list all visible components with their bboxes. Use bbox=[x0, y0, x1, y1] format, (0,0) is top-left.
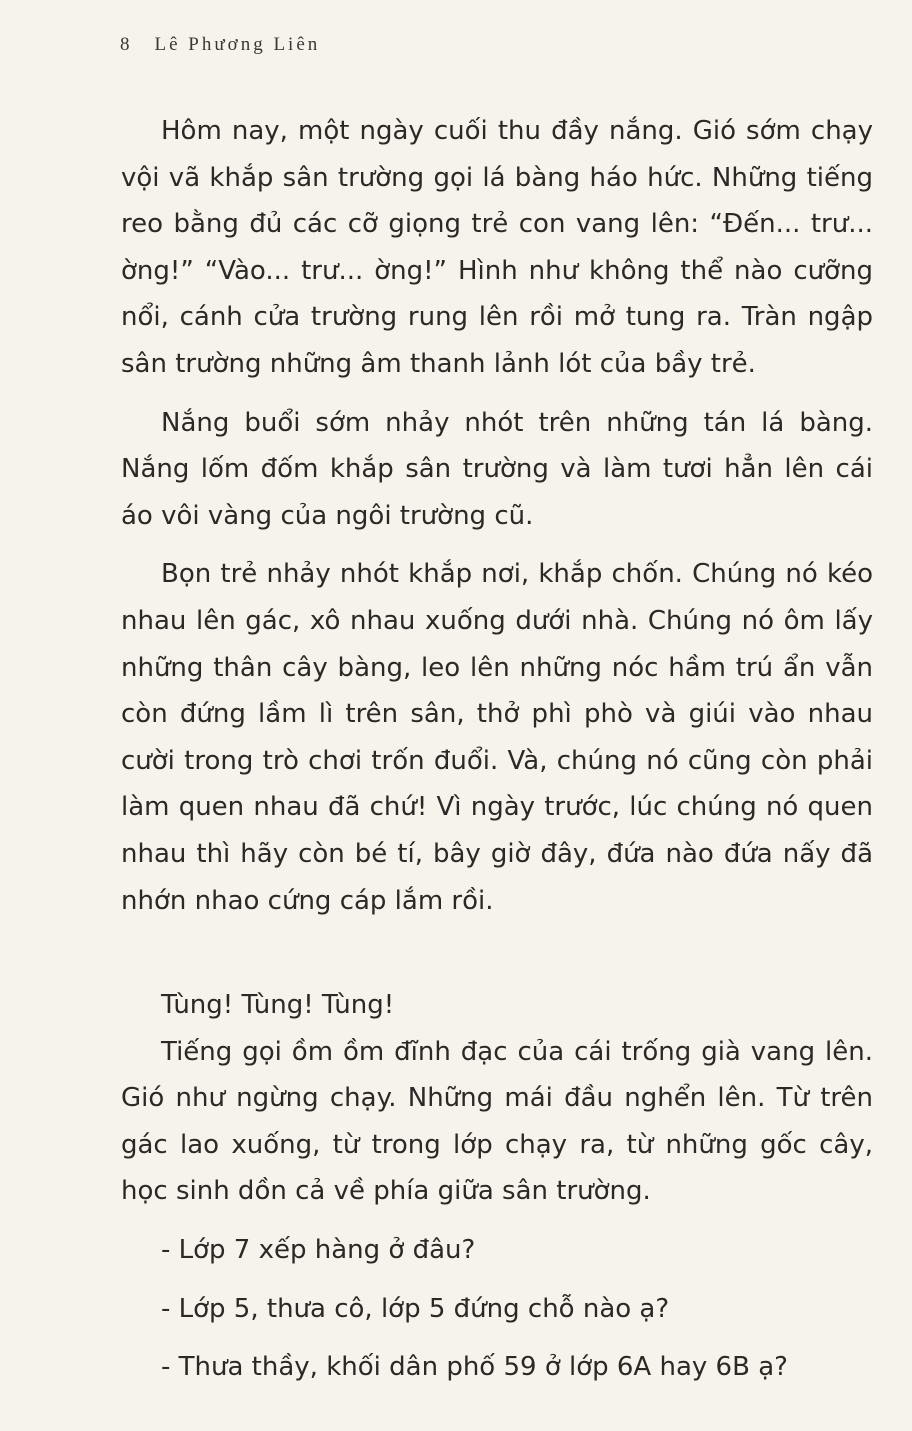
body-text bbox=[121, 108, 873, 1391]
paragraph: Hôm nay, một ngày cuối thu đầy nắng. Gió sớm chạy vội vã khắp sân trường gọi lá bàng háo hức. Những tiếng reo bằng đủ các cỡ giọng trẻ con vang lên: “Đến... trư... ờng!” “Vào... trư... ờng!” Hình như không thể nào cưỡng nổi, cánh cửa trường rung lên rồi mở tung ra. Tràn ngập sân trường những âm thanh lảnh lót của bầy trẻ. bbox=[121, 116, 873, 379]
running-header bbox=[120, 34, 320, 56]
paragraph: Tùng! Tùng! Tùng! bbox=[161, 990, 395, 1021]
page-number: 8 bbox=[120, 34, 133, 55]
author-name: Lê Phương Liên bbox=[154, 34, 321, 55]
dialogue-line: - Thưa thầy, khối dân phố 59 ở lớp 6A hay 6B ạ? bbox=[161, 1352, 788, 1383]
dialogue-line: - Lớp 7 xếp hàng ở đâu? bbox=[161, 1235, 476, 1266]
paragraph: Nắng buổi sớm nhảy nhót trên những tán lá bàng. Nắng lốm đốm khắp sân trường và làm tươi hẳn lên cái áo vôi vàng của ngôi trường cũ. bbox=[121, 407, 873, 531]
dialogue-line: - Lớp 5, thưa cô, lớp 5 đứng chỗ nào ạ? bbox=[161, 1293, 670, 1324]
paragraph: Bọn trẻ nhảy nhót khắp nơi, khắp chốn. Chúng nó kéo nhau lên gác, xô nhau xuống dưới nhà. Chúng nó ôm lấy những thân cây bàng, leo lên những nóc hầm trú ẩn vẫn còn đứng lầm lì trên sân, thở phì phò và giúi vào nhau cười trong trò chơi trốn đuổi. Và, chúng nó cũng còn phải làm quen nhau đã chứ! Vì ngày trước, lúc chúng nó quen nhau thì hãy còn bé tí, bây giờ đây, đứa nào đứa nấy đã nhớn nhao cứng cáp lắm rồi. bbox=[121, 559, 873, 916]
paragraph: Tiếng gọi ồm ồm đĩnh đạc của cái trống già vang lên. Gió như ngừng chạy. Những mái đầu nghển lên. Từ trên gác lao xuống, từ trong lớp chạy ra, từ những gốc cây, học sinh dồn cả về phía giữa sân trường. bbox=[121, 1036, 873, 1207]
